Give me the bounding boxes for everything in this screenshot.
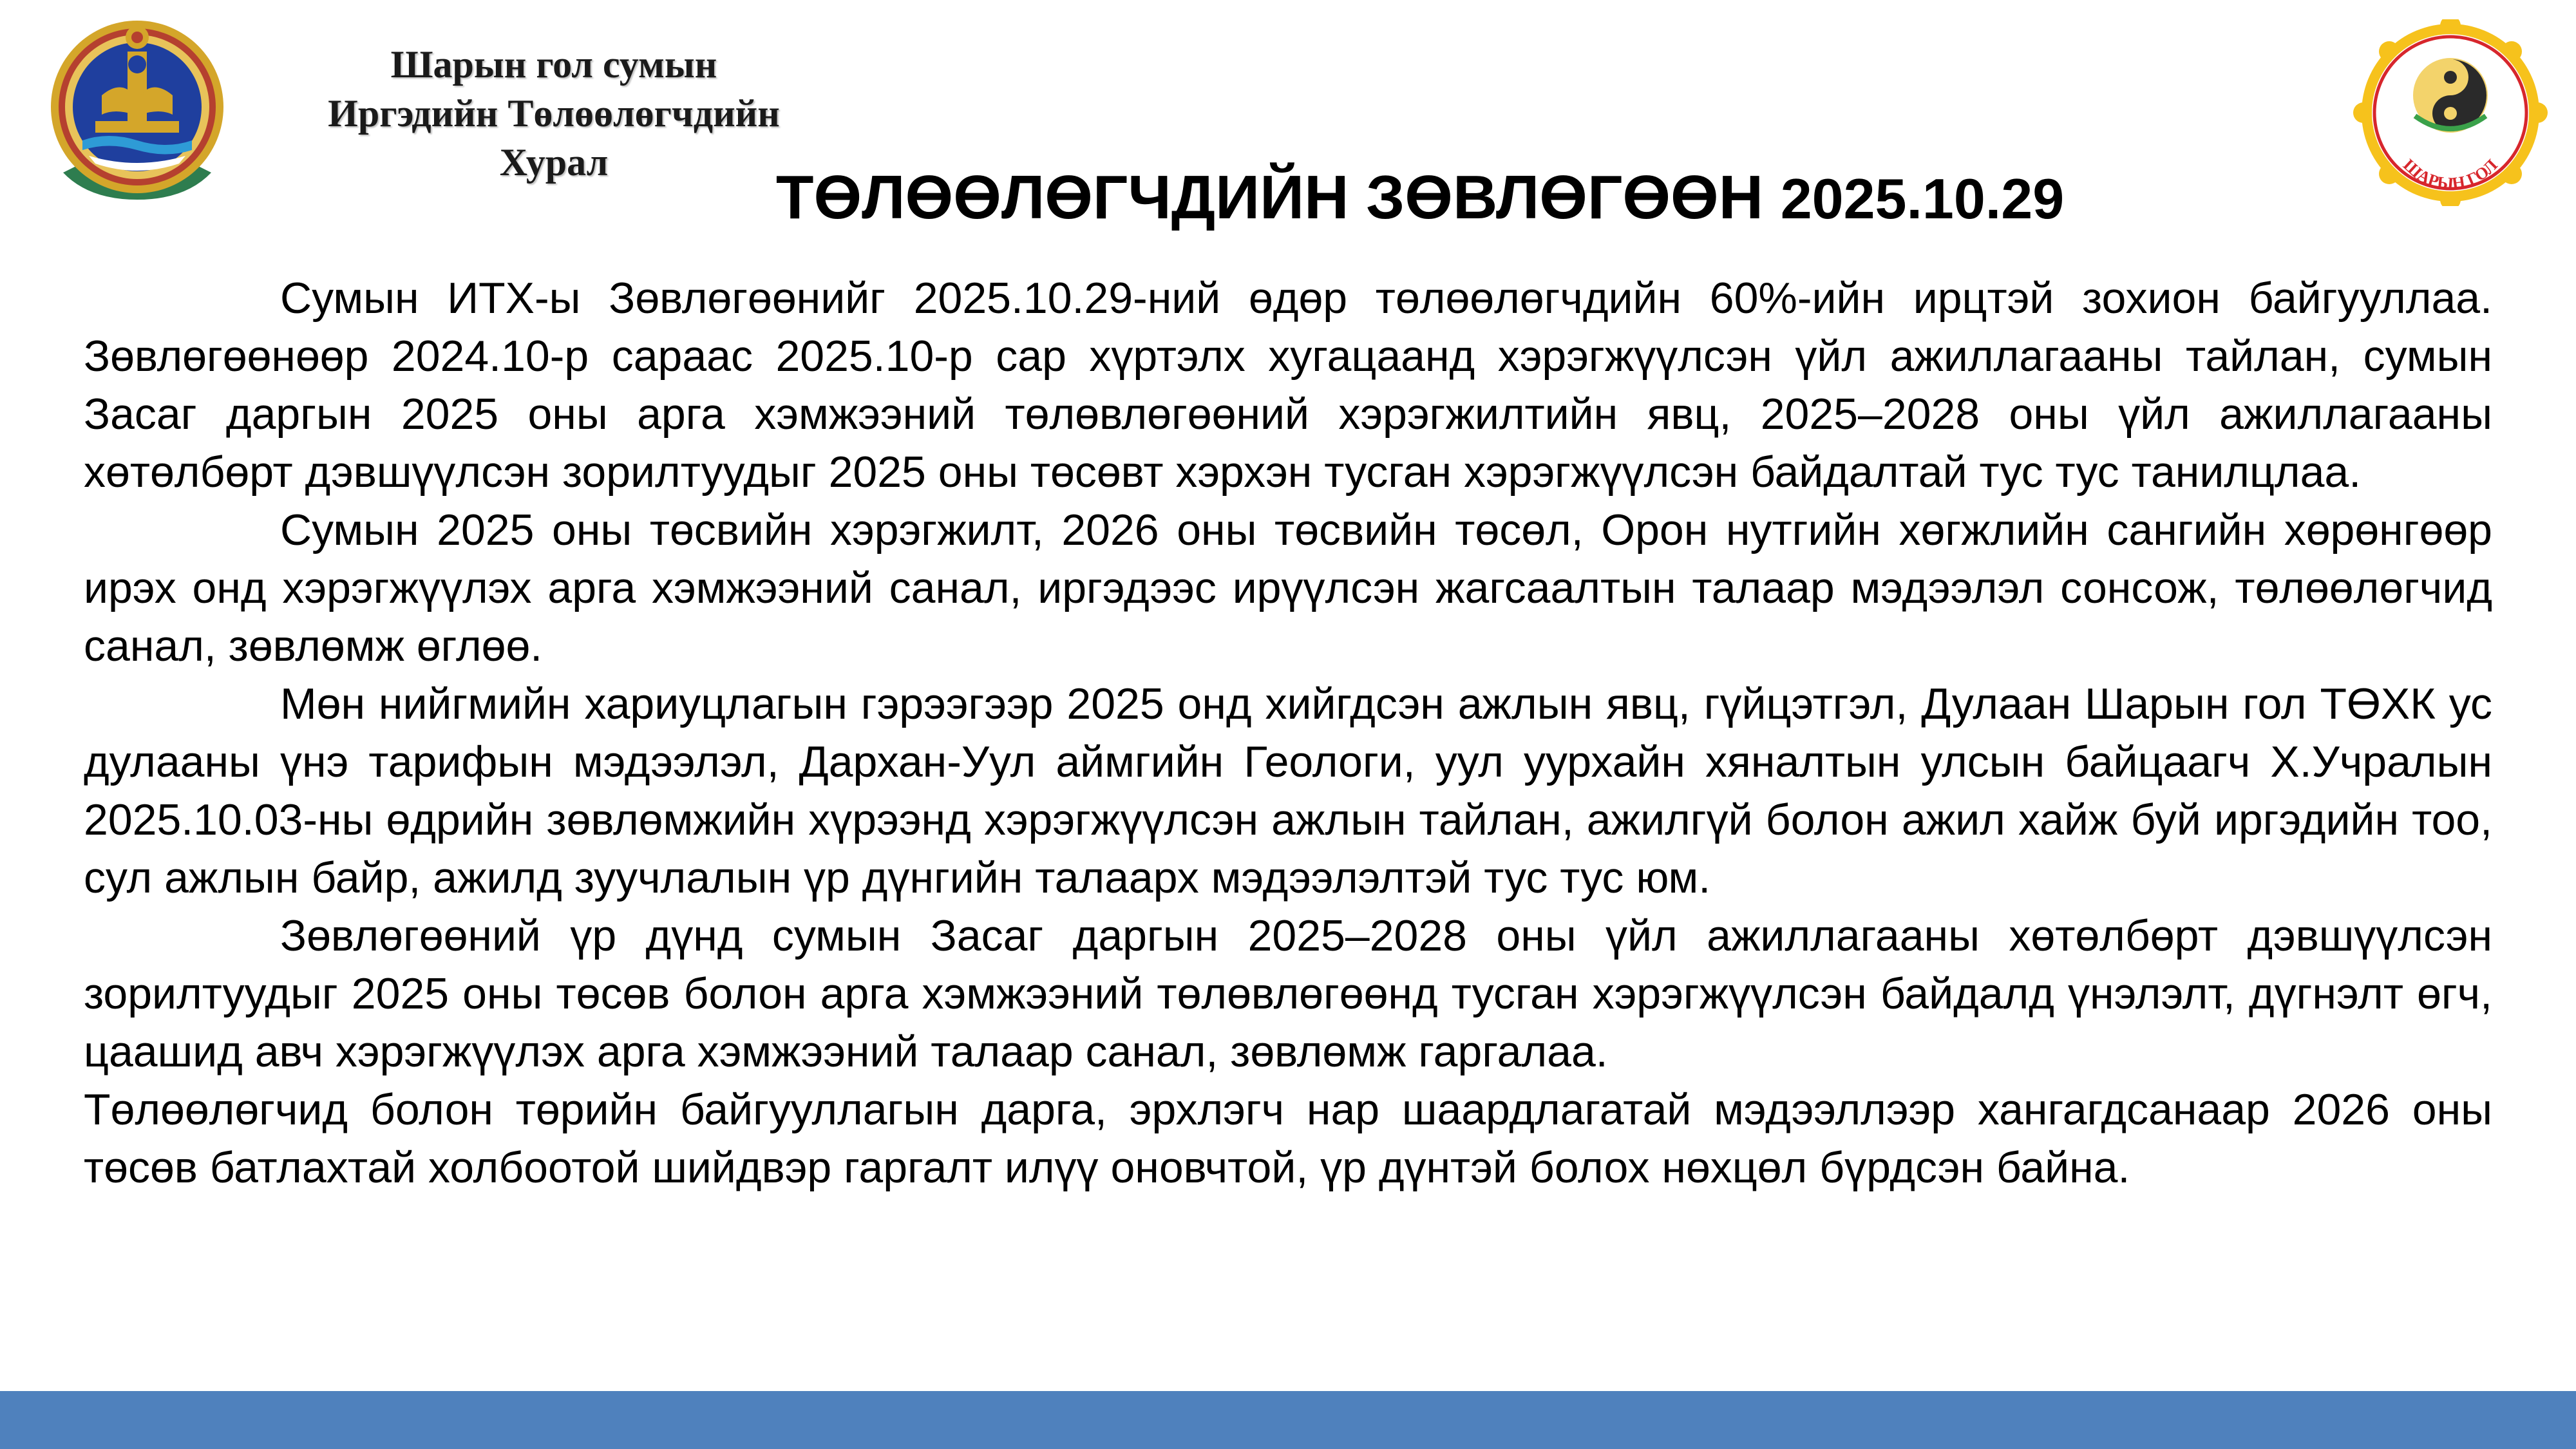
paragraph-2: Сумын 2025 оны төсвийн хэрэгжилт, 2026 оны төсвийн төсөл, Орон нутгийн хөгжлийн сангийн хөрөнгөөр ирэх онд хэрэгжүүлэх арга хэмжээний санал, иргэдээс ирүүлсэн жагсаалтын талаар мэдээлэл сонсож, төлөөлөгчид санал, зөвлөмж өглөө. bbox=[84, 506, 2492, 670]
org-name-line-1: Шарын гол сумын bbox=[390, 43, 717, 86]
paragraph-5: Төлөөлөгчид болон төрийн байгууллагын дарга, эрхлэгч нар шаардлагатай мэдээллээр хангагдсанаар 2026 оны төсөв батлахтай холбоотой шийдвэр гаргалт илүү оновчтой, үр дүнтэй болох нөхцөл бүрдсэн байна. bbox=[84, 1085, 2492, 1192]
paragraph-4: Зөвлөгөөний үр дүнд сумын Засаг даргын 2025–2028 оны үйл ажиллагааны хөтөлбөрт дэвшүүлсэн зорилтуудыг 2025 оны төсөв болон арга хэмжээний төлөвлөгөөнд тусган хэрэгжүүлсэн байдалд үнэлэлт, дүгнэлт өгч, цаашид авч хэрэгжүүлэх арга хэмжээний талаар санал, зөвлөмж гаргалаа. bbox=[84, 911, 2492, 1076]
body-text bbox=[84, 269, 2492, 1197]
footer-bar bbox=[0, 1391, 2576, 1449]
state-emblem-icon bbox=[37, 18, 237, 200]
sharyn-gol-logo-icon bbox=[2351, 19, 2550, 206]
paragraph-3: Мөн нийгмийн хариуцлагын гэрээгээр 2025 онд хийгдсэн ажлын явц, гүйцэтгэл, Дулаан Шарын гол ТӨХК ус дулааны үнэ тарифын мэдээлэл, Дархан-Уул аймгийн Геологи, уул уурхайн хяналтын улсын байцаагч Х.Учралын 2025.10.03-ны өдрийн зөвлөмжийн хүрээнд хэрэгжүүлсэн ажлын тайлан, ажилгүй болон ажил хайж буй иргэдийн тоо, сул ажлын байр, ажилд зуучлалын үр дүнгийн талаарх мэдээлэлтэй тус тус юм. bbox=[84, 679, 2492, 902]
title-date: 2025.10.29 bbox=[1780, 167, 2065, 231]
title-text: ТӨЛӨӨЛӨГЧДИЙН ЗӨВЛӨГӨӨН bbox=[775, 163, 1764, 232]
org-name-line-2: Иргэдийн Төлөөлөгчдийн bbox=[328, 92, 780, 135]
logo-text: ШАРЫН ГОЛ bbox=[2400, 155, 2501, 193]
org-name-line-3: Хурал bbox=[499, 141, 609, 184]
page-title bbox=[728, 156, 2112, 241]
paragraph-1: Сумын ИТХ-ы Зөвлөгөөнийг 2025.10.29-ний өдөр төлөөлөгчдийн 60%-ийн ирцтэй зохион байгууллаа. Зөвлөгөөнөөр 2024.10-р сараас 2025.10-р сар хүртэлх хугацаанд хэрэгжүүлсэн үйл ажиллагааны тайлан, сумын Засаг даргын 2025 оны арга хэмжээний төлөвлөгөөний хэрэгжилтийн явц, 2025–2028 оны үйл ажиллагааны хөтөлбөрт дэвшүүлсэн зорилтуудыг 2025 оны төсөвт хэрхэн тусган хэрэгжүүлсэн байдалтай тус тус танилцлаа. bbox=[84, 274, 2492, 497]
